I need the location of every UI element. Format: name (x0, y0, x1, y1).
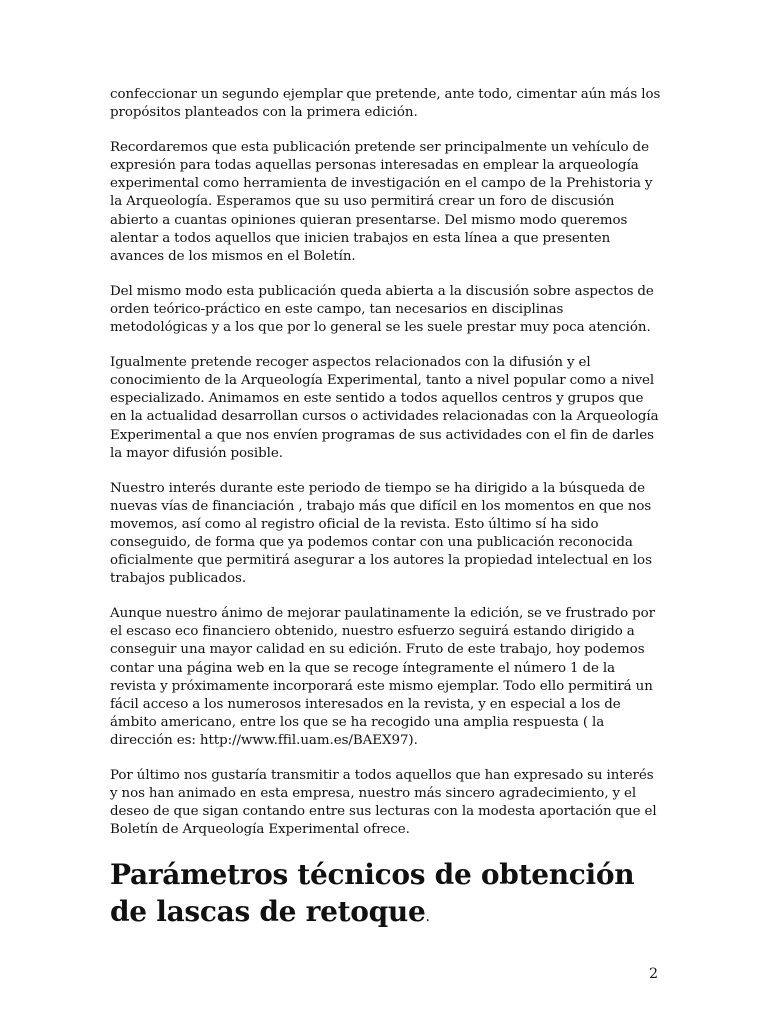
section-heading (110, 856, 670, 936)
body-text (110, 86, 662, 856)
section-heading-period: . (425, 909, 430, 925)
paragraph-7: Por último nos gustaría transmitir a todos aquellos que han expresado su interés y nos han animado en esta empresa, nuestro más sincero agradecimiento, y el deseo de que sigan contando entre sus lecturas con la modesta aportación que el Boletín de Arqueología Experimental ofrece. (110, 768, 657, 838)
section-heading-text: Parámetros técnicos de obtención de lascas de retoque (110, 858, 635, 928)
paragraph-6: Aunque nuestro ánimo de mejorar paulatinamente la edición, se ve frustrado por el escaso eco financiero obtenido, nuestro esfuerzo seguirá estando dirigido a conseguir una mayor calidad en su edición. Fruto de este trabajo, hoy podemos contar una página web en la que se recoge íntegramente el número 1 de la revista y próximamente incorporará este mismo ejemplar. Todo ello permitirá un fácil acceso a los numerosos interesados en la revista, y en especial a los de ámbito americano, entre los que se ha recogido una amplia respuesta ( la dirección es: http://www.ffil.uam.es/BAEX97). (110, 606, 656, 748)
paragraph-2: Recordaremos que esta publicación pretende ser principalmente un vehículo de expresión para todas aquellas personas interesadas en emplear la arqueología experimental como herramienta de investigación en el campo de la Prehistoria y la Arqueología. Esperamos que su uso permitirá crear un foro de discusión abierto a cuantas opiniones quieran presentarse. Del mismo modo queremos alentar a todos aquellos que inicien trabajos en esta línea a que presenten avances de los mismos en el Boletín. (110, 140, 653, 264)
paragraph-1: confeccionar un segundo ejemplar que pretende, ante todo, cimentar aún más los propósitos planteados con la primera edición. (110, 87, 661, 121)
paragraph-4: Igualmente pretende recoger aspectos relacionados con la difusión y el conocimiento de la Arqueología Experimental, tanto a nivel popular como a nivel especializado. Animamos en este sentido a todos aquellos centros y grupos que en la actualidad desarrollan cursos o actividades relacionadas con la Arqueología Experimental a que nos envíen programas de sus actividades con el fin de darles la mayor difusión posible. (110, 355, 659, 461)
paragraph-5: Nuestro interés durante este periodo de tiempo se ha dirigido a la búsqueda de nuevas vías de financiación , trabajo más que difícil en los momentos en que nos movemos, así como al registro oficial de la revista. Esto último sí ha sido conseguido, de forma que ya podemos contar con una publicación reconocida oficialmente que permitirá asegurar a los autores la propiedad intelectual en los trabajos publicados. (110, 480, 652, 587)
page-number: 2 (649, 966, 658, 982)
paragraph-3: Del mismo modo esta publicación queda abierta a la discusión sobre aspectos de orden teórico-práctico en este campo, tan necesarios en disciplinas metodológicas y a los que por lo general se les suele prestar muy poca atención. (110, 283, 654, 336)
